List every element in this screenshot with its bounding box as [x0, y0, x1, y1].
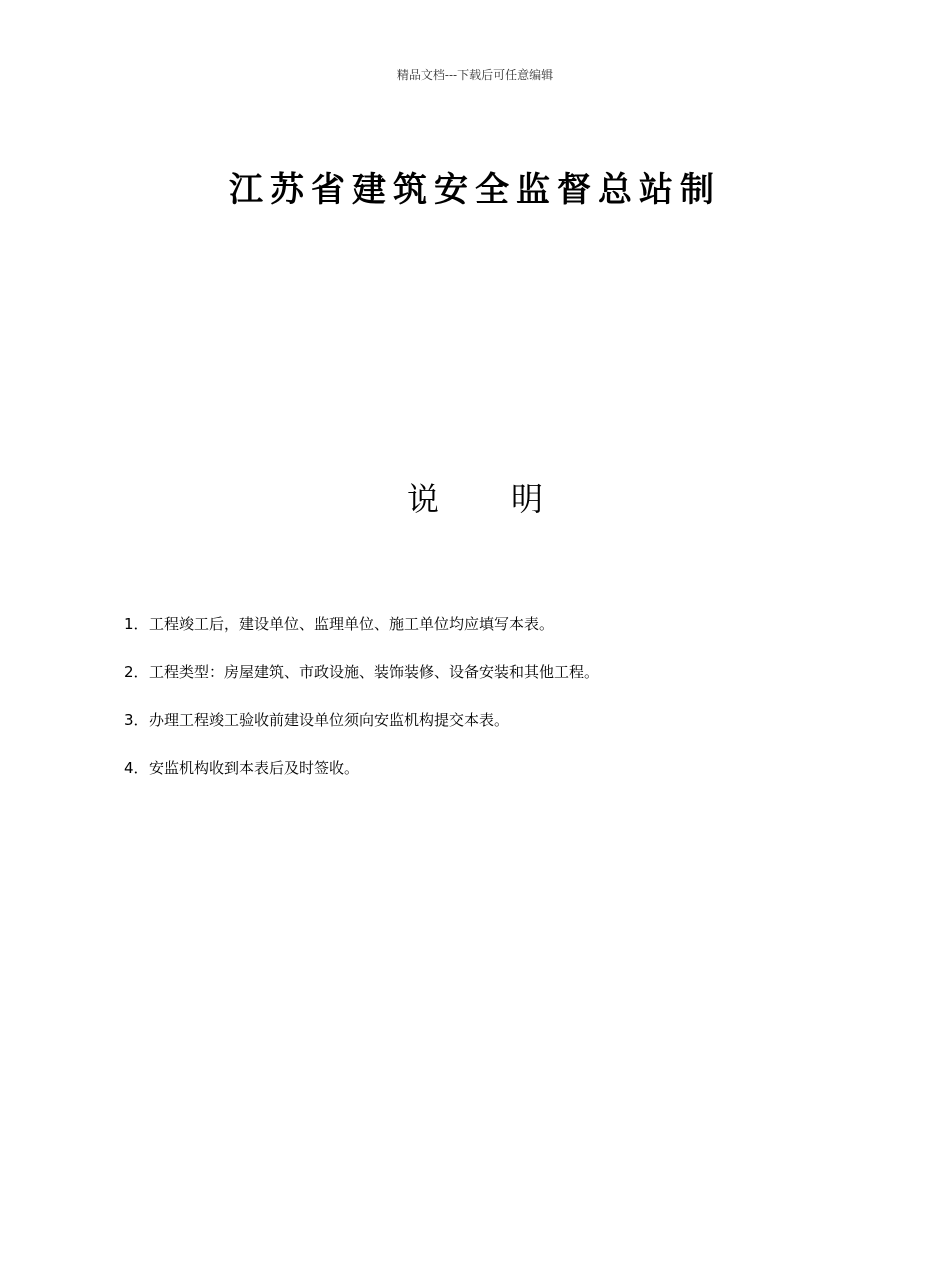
instruction-item	[124, 660, 884, 684]
instructions-list	[124, 612, 884, 804]
instructions-heading-char-1: 说	[406, 480, 439, 518]
organization-title: 江苏省建筑安全监督总站制	[229, 170, 721, 210]
instruction-text: 办理工程竣工验收前建设单位须向安监机构提交本表。	[149, 711, 510, 729]
instruction-number: 1．	[124, 615, 149, 633]
instruction-item	[124, 612, 884, 636]
instruction-text: 工程竣工后，建设单位、监理单位、施工单位均应填写本表。	[149, 615, 555, 633]
instruction-item	[124, 708, 884, 732]
instruction-text: 安监机构收到本表后及时签收。	[149, 759, 360, 777]
instruction-number: 3．	[124, 711, 149, 729]
page-header-note: 精品文档---下载后可任意编辑	[396, 68, 554, 82]
instruction-text: 工程类型：房屋建筑、市政设施、装饰装修、设备安装和其他工程。	[149, 663, 600, 681]
instruction-number: 4．	[124, 759, 149, 777]
instructions-heading	[0, 478, 950, 520]
instruction-number: 2．	[124, 663, 149, 681]
instruction-item	[124, 756, 884, 780]
instructions-heading-char-2: 明	[511, 480, 544, 518]
